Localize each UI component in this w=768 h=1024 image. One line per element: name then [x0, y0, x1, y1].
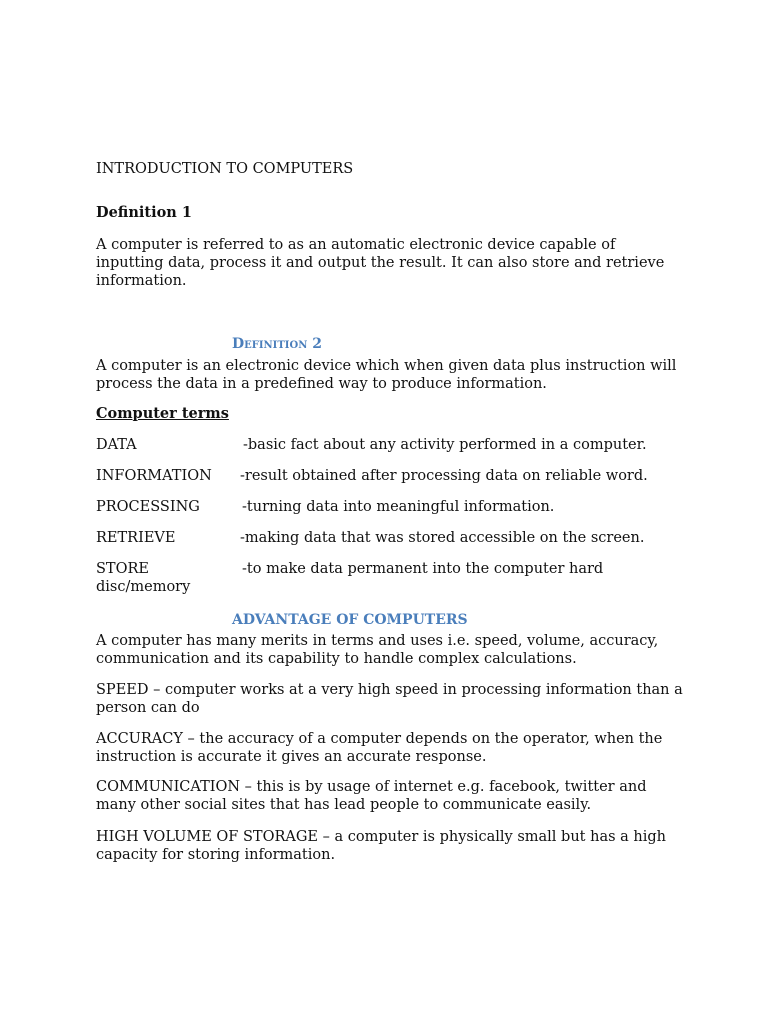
term-label: PROCESSING — [96, 499, 200, 515]
term-label: INFORMATION — [96, 468, 212, 484]
advantage-communication: COMMUNICATION – this is by usage of internet e.g. facebook, twitter and many other social sites that has lead people to communicate easily. — [96, 779, 647, 813]
advantages-heading: ADVANTAGE OF COMPUTERS — [232, 612, 468, 628]
term-definition: -turning data into meaningful information. — [242, 499, 555, 515]
term-label: RETRIEVE — [96, 530, 176, 546]
term-definition: -making data that was stored accessible on the screen. — [240, 530, 645, 546]
definition-1-heading: Definition 1 — [96, 204, 192, 221]
definition-2-text: A computer is an electronic device which when given data plus instruction will process the data in a predefined way to produce information. — [96, 358, 677, 392]
term-definition: -basic fact about any activity performed in a computer. — [243, 437, 647, 453]
definition-2-heading: Definition 2 — [232, 336, 322, 352]
term-label: STORE — [96, 561, 149, 577]
term-label: DATA — [96, 437, 137, 453]
advantages-intro: A computer has many merits in terms and uses i.e. speed, volume, accuracy, communication and its capability to handle complex calculations. — [96, 633, 659, 667]
term-definition-continuation: disc/memory — [96, 579, 191, 595]
document-title: INTRODUCTION TO COMPUTERS — [96, 161, 354, 177]
advantage-accuracy: ACCURACY – the accuracy of a computer depends on the operator, when the instruction is accurate it gives an accurate response. — [96, 731, 663, 765]
definition-1-text: A computer is referred to as an automatic electronic device capable of inputting data, process it and output the result. It can also store and retrieve information. — [96, 237, 665, 289]
term-definition: -to make data permanent into the computer hard — [242, 561, 604, 577]
advantage-speed: SPEED – computer works at a very high speed in processing information than a person can do — [96, 682, 683, 716]
term-definition: -result obtained after processing data on reliable word. — [240, 468, 648, 484]
computer-terms-heading: Computer terms — [96, 405, 229, 422]
advantage-storage: HIGH VOLUME OF STORAGE – a computer is physically small but has a high capacity for storing information. — [96, 829, 666, 863]
